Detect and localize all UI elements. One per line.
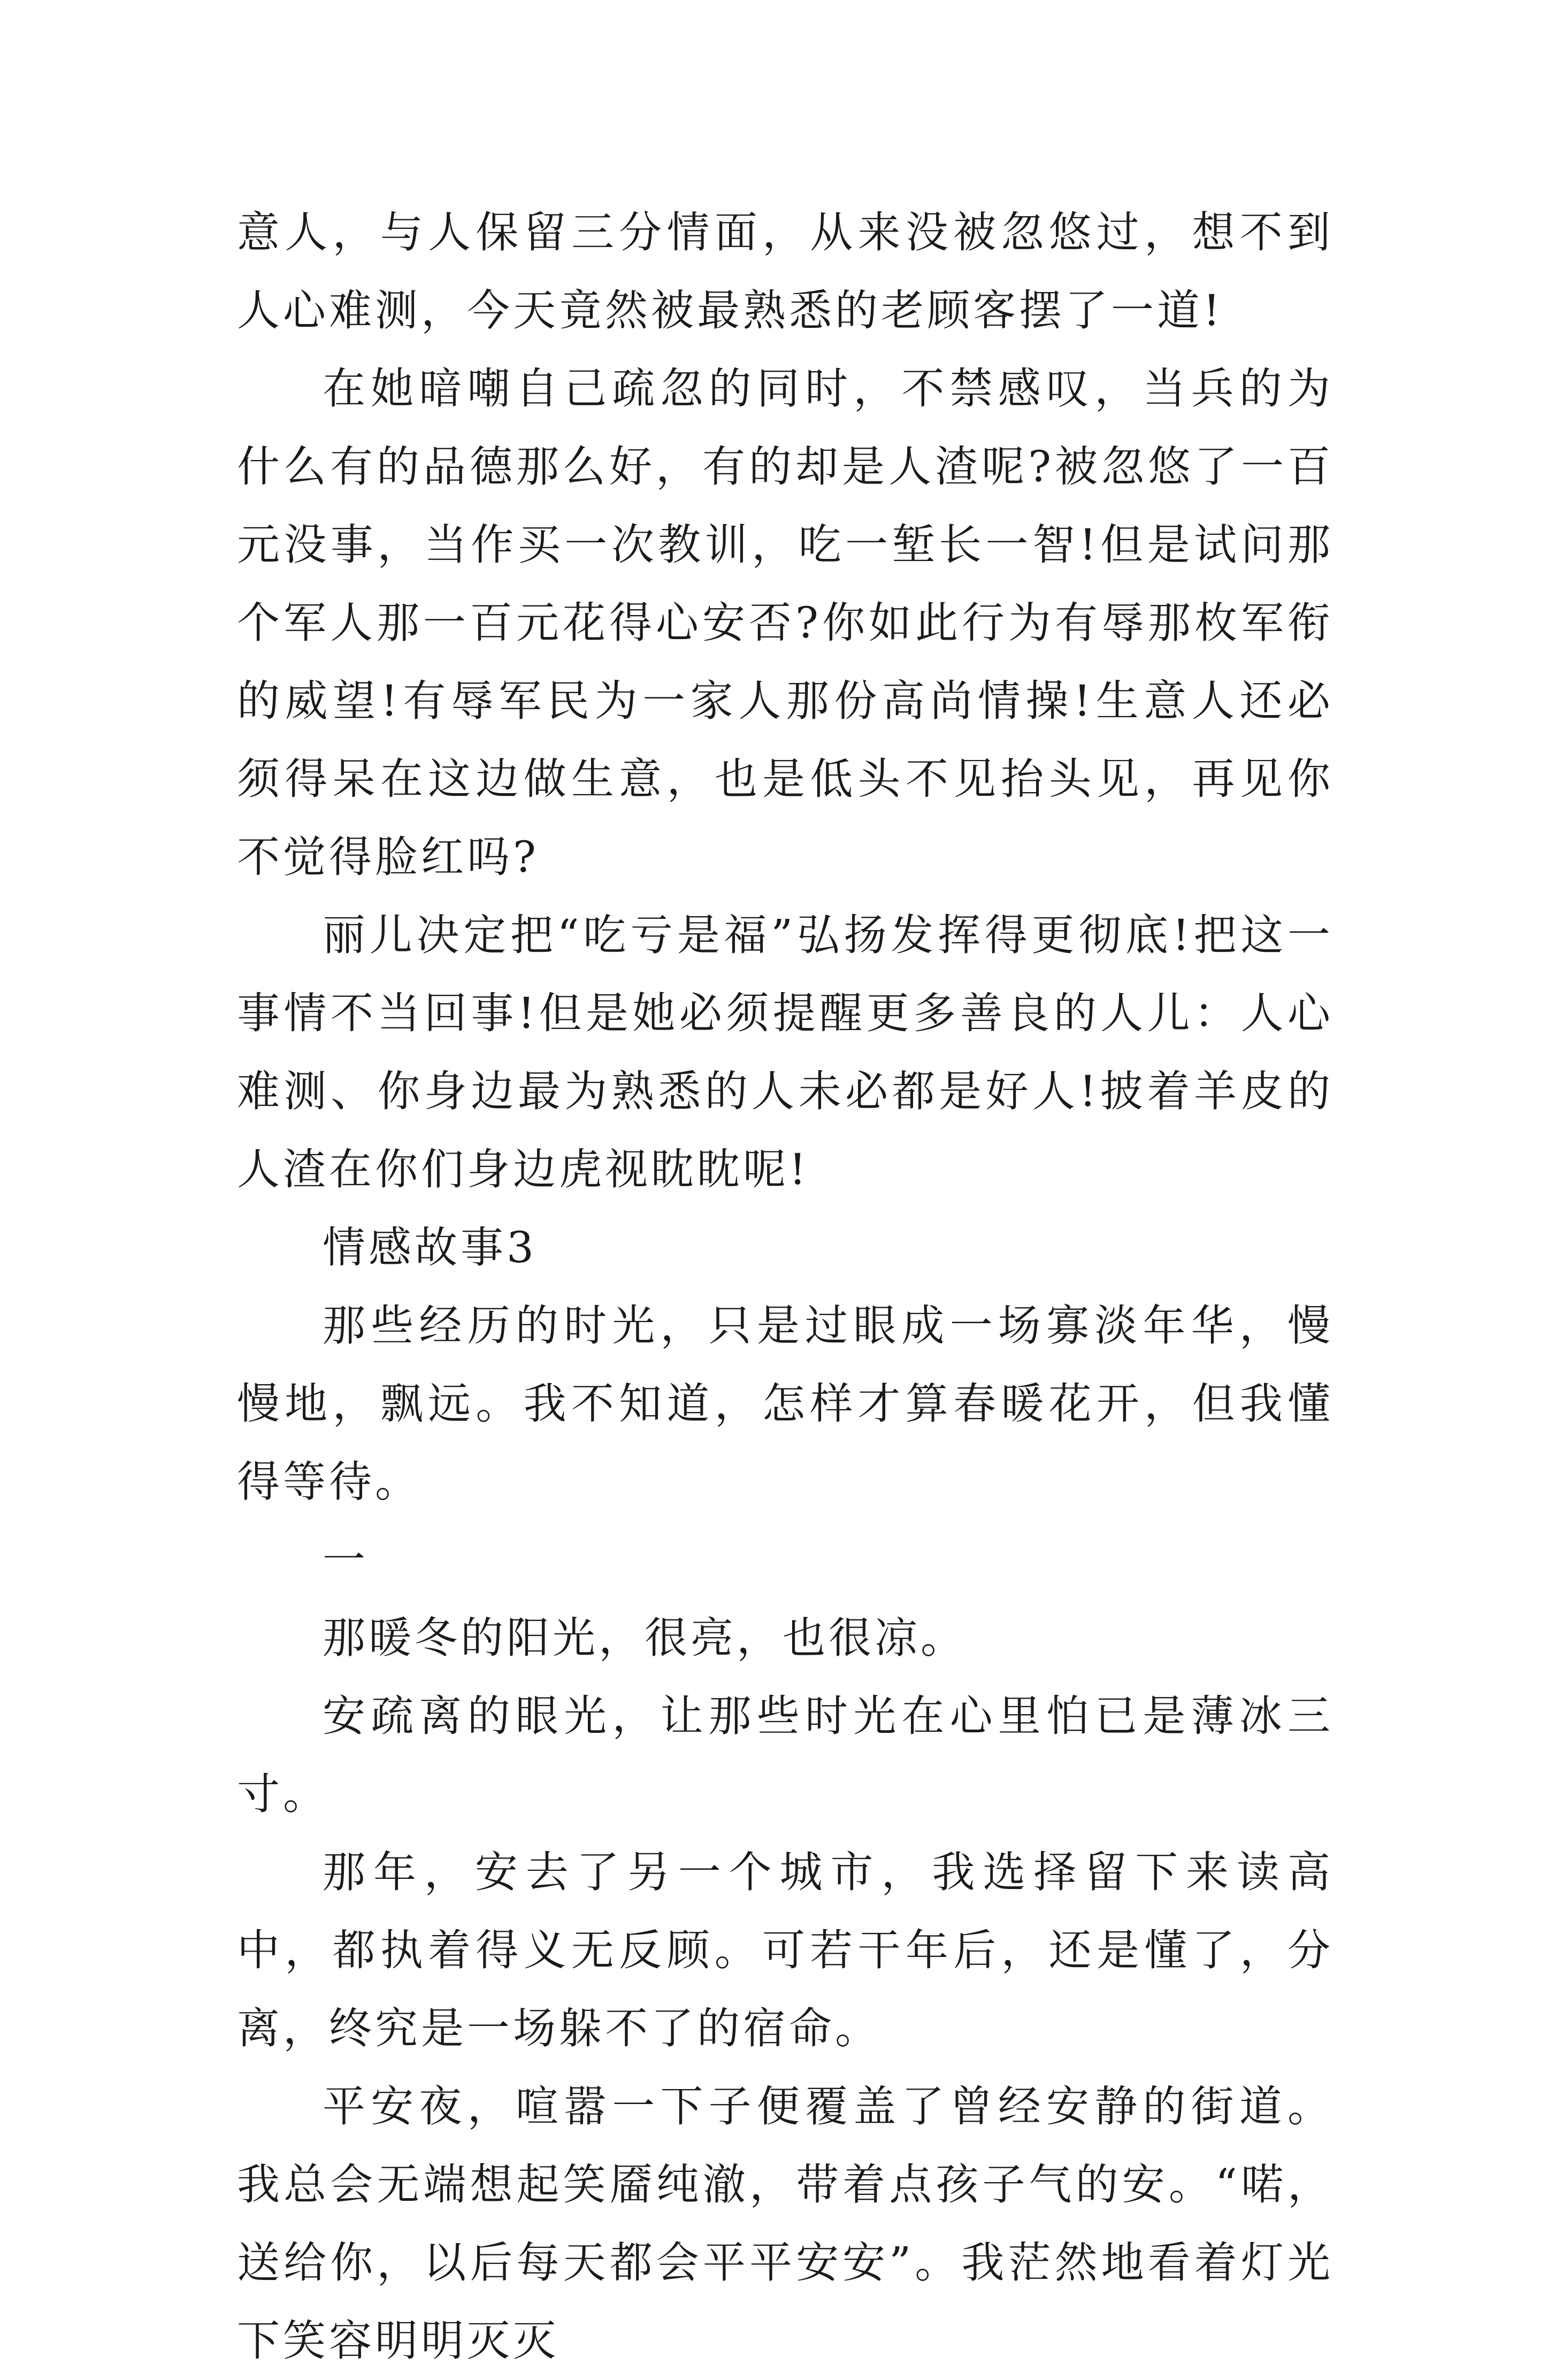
document-body: [237, 194, 1334, 2380]
paragraph: 那年，安去了另一个城市，我选择留下来读高中，都执着得义无反顾。可若干年后，还是懂了，分离，终究是一场躲不了的宿命。: [237, 1847, 1334, 2053]
paragraph: 意人，与人保留三分情面，从来没被忽悠过，想不到人心难测，今天竟然被最熟悉的老顾客摆了一道!: [237, 208, 1334, 335]
paragraph: 安疏离的眼光，让那些时光在心里怕已是薄冰三寸。: [237, 1691, 1334, 1819]
paragraph: 丽儿决定把“吃亏是福”弘扬发挥得更彻底!把这一事情不当回事!但是她必须提醒更多善良的人儿：人心难测、你身边最为熟悉的人未必都是好人!披着羊皮的人渣在你们身边虎视眈眈呢!: [237, 910, 1334, 1194]
paragraph: 在她暗嘲自己疏忽的同时，不禁感叹，当兵的为什么有的品德那么好，有的却是人渣呢?被忽悠了一百元没事，当作买一次教训，吃一堑长一智!但是试问那个军人那一百元花得心安否?你如此行为有辱那枚军衔的威望!有辱军民为一家人那份高尚情操!生意人还必须得呆在这边做生意，也是低头不见抬头见，再见你不觉得脸红吗?: [237, 364, 1334, 882]
paragraph: 那暖冬的阳光，很亮，也很凉。: [323, 1613, 967, 1663]
paragraph: 那些经历的时光，只是过眼成一场寡淡年华，慢慢地，飘远。我不知道，怎样才算春暖花开，但我懂得等待。: [237, 1301, 1334, 1507]
section-number: 一: [323, 1535, 369, 1585]
paragraph: 平安夜，喧嚣一下子便覆盖了曾经安静的街道。我总会无端想起笑靥纯澈，带着点孩子气的安。“喏，送给你，以后每天都会平平安安”。我茫然地看着灯光下笑容明明灭灭: [237, 2082, 1334, 2366]
section-heading: 情感故事3: [323, 1223, 537, 1272]
